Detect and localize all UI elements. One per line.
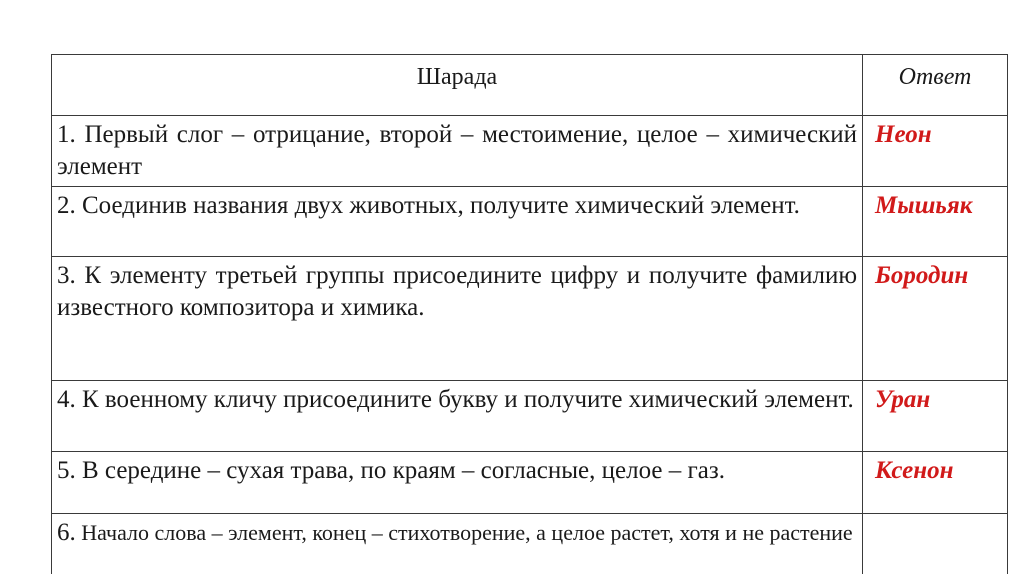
riddle-number: 3. [57, 262, 76, 289]
riddle-number: 4. [57, 386, 76, 413]
riddle-question: К элементу третьей группы присоедините цифру и получите фамилию известного композитора и химика. [57, 262, 857, 321]
riddle-answer: Бородин [875, 262, 969, 289]
table-row [52, 186, 1007, 256]
riddle-text [52, 452, 863, 513]
riddle-number: 2. [57, 192, 76, 219]
table-row [52, 513, 1007, 574]
riddle-question: Соединив названия двух животных, получите химический элемент. [82, 192, 800, 219]
riddle-text [52, 187, 863, 256]
riddle-answer: Мышьяк [875, 192, 973, 219]
riddle-answer [863, 514, 1007, 574]
riddle-text [52, 381, 863, 451]
riddle-answer: Ксенон [875, 457, 954, 484]
table-row [52, 115, 1007, 186]
table-row [52, 256, 1007, 380]
riddle-question: В середине – сухая трава, по краям – согласные, целое – газ. [82, 457, 725, 484]
riddle-table [51, 54, 1008, 574]
riddle-question: Первый слог – отрицание, второй – местоимение, целое – химический элемент [57, 121, 858, 180]
header-answer: Ответ [898, 64, 972, 90]
table-row [52, 380, 1007, 451]
riddle-text [52, 257, 863, 380]
header-question: Шарада [52, 55, 863, 115]
riddle-number: 1. [57, 121, 76, 148]
riddle-text [52, 514, 863, 574]
riddle-number: 6. [57, 519, 76, 546]
riddle-number: 5. [57, 457, 76, 484]
table-row [52, 451, 1007, 513]
riddle-answer: Неон [875, 121, 932, 148]
riddle-answer: Уран [875, 386, 931, 413]
table-header-row [52, 55, 1007, 115]
riddle-text [52, 116, 863, 186]
riddle-question: Начало слова – элемент, конец – стихотворение, а целое растет, хотя и не растение [81, 520, 853, 545]
riddle-question: К военному кличу присоедините букву и получите химический элемент. [82, 386, 854, 413]
